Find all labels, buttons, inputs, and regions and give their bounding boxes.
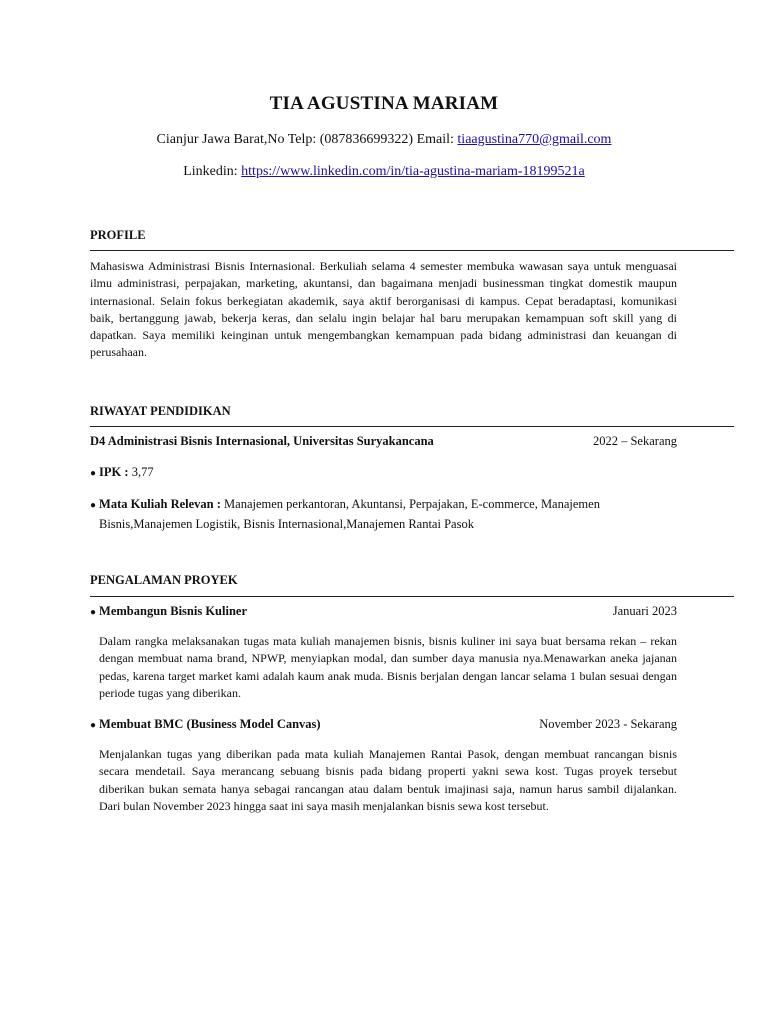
project-entry — [90, 717, 677, 732]
section-title-education: RIWAYAT PENDIDIKAN — [90, 404, 231, 418]
project-description: Dalam rangka melaksanakan tugas mata kuliah manajemen bisnis, bisnis kuliner ini saya buat bersama rekan – rekan dengan membuat nama brand, NPWP, menyiapkan modal, dan sumber daya manusia nya.Menawarkan aneka jajanan pedas, karena target market kami adalah kaum anak muda. Bisnis berjalan dengan lancar selama 1 bulan sesuai dengan periode tugas yang diberikan. — [99, 634, 677, 700]
project-name: Membangun Bisnis Kuliner — [99, 604, 247, 618]
bullet-icon: ● — [90, 500, 97, 511]
education-period: 2022 – Sekarang — [592, 434, 677, 448]
courses-item — [90, 495, 600, 533]
linkedin-line — [0, 164, 768, 180]
section-title-projects: PENGALAMAN PROYEK — [90, 573, 238, 587]
contact-info: Cianjur Jawa Barat,No Telp: (087836699322) Email: — [156, 132, 458, 147]
bullet-icon: ● — [90, 720, 97, 731]
project-date: Januari 2023 — [612, 604, 677, 618]
section-divider — [90, 596, 734, 597]
ipk-label: IPK : — [99, 465, 132, 479]
courses-line-2: Bisnis,Manajemen Logistik, Bisnis Internasional,Manajemen Rantai Pasok — [99, 517, 474, 531]
courses-line-1: Manajemen perkantoran, Akuntansi, Perpajakan, E-commerce, Manajemen — [224, 497, 600, 511]
profile-text: Mahasiswa Administrasi Bisnis Internasional. Berkuliah selama 4 semester membuka wawasan saya untuk menguasai ilmu administrasi, perpajakan, marketing, akuntansi, dan bagaimana menjadi businessman tingkat domestik maupun internasional. Selain fokus berkegiatan akademik, saya aktif berorganisasi di kampus. Cepat beradaptasi, komunikasi baik, bertanggung jawab, bekerja keras, dan selalu ingin belajar hal baru merupakan kemampuan soft skill yang di dapatkan. Saya memiliki keinginan untuk mengembangkan kemampuan pada bidang administrasi dan keuangan di perusahaan. — [90, 259, 677, 360]
project-date: November 2023 - Sekarang — [539, 717, 677, 731]
linkedin-link[interactable]: https://www.linkedin.com/in/tia-agustina-mariam-18199521a — [241, 164, 585, 179]
school-name: D4 Administrasi Bisnis Internasional, Universitas Suryakancana — [90, 434, 434, 448]
project-description: Menjalankan tugas yang diberikan pada mata kuliah Manajemen Rantai Pasok, dengan membuat rancangan bisnis secara mendetail. Saya merancang sebuang bisnis pada bidang properti yakni sewa kost. Tugas proyek tersebut diberikan bukan semata hanya sebagai rancangan atau dalam bentuk imajinasi saja, namun harus sambil dijalankan. Dari bulan November 2023 hingga saat ini saya masih menjalankan bisnis sewa kost tersebut. — [99, 747, 677, 813]
linkedin-label: Linkedin: — [183, 164, 242, 179]
applicant-name: TIA AGUSTINA MARIAM — [269, 93, 499, 114]
education-entry — [90, 434, 677, 449]
project-entry — [90, 604, 677, 619]
project-name: Membuat BMC (Business Model Canvas) — [99, 717, 321, 731]
email-link[interactable]: tiaagustina770@gmail.com — [457, 132, 612, 147]
contact-line — [0, 132, 768, 148]
bullet-icon: ● — [90, 468, 97, 479]
courses-label: Mata Kuliah Relevan : — [99, 497, 225, 511]
section-divider — [90, 250, 734, 251]
section-title-profile: PROFILE — [90, 228, 146, 242]
ipk-item — [90, 463, 154, 483]
ipk-value: 3,77 — [131, 465, 154, 479]
bullet-icon: ● — [90, 607, 97, 618]
section-divider — [90, 426, 734, 427]
